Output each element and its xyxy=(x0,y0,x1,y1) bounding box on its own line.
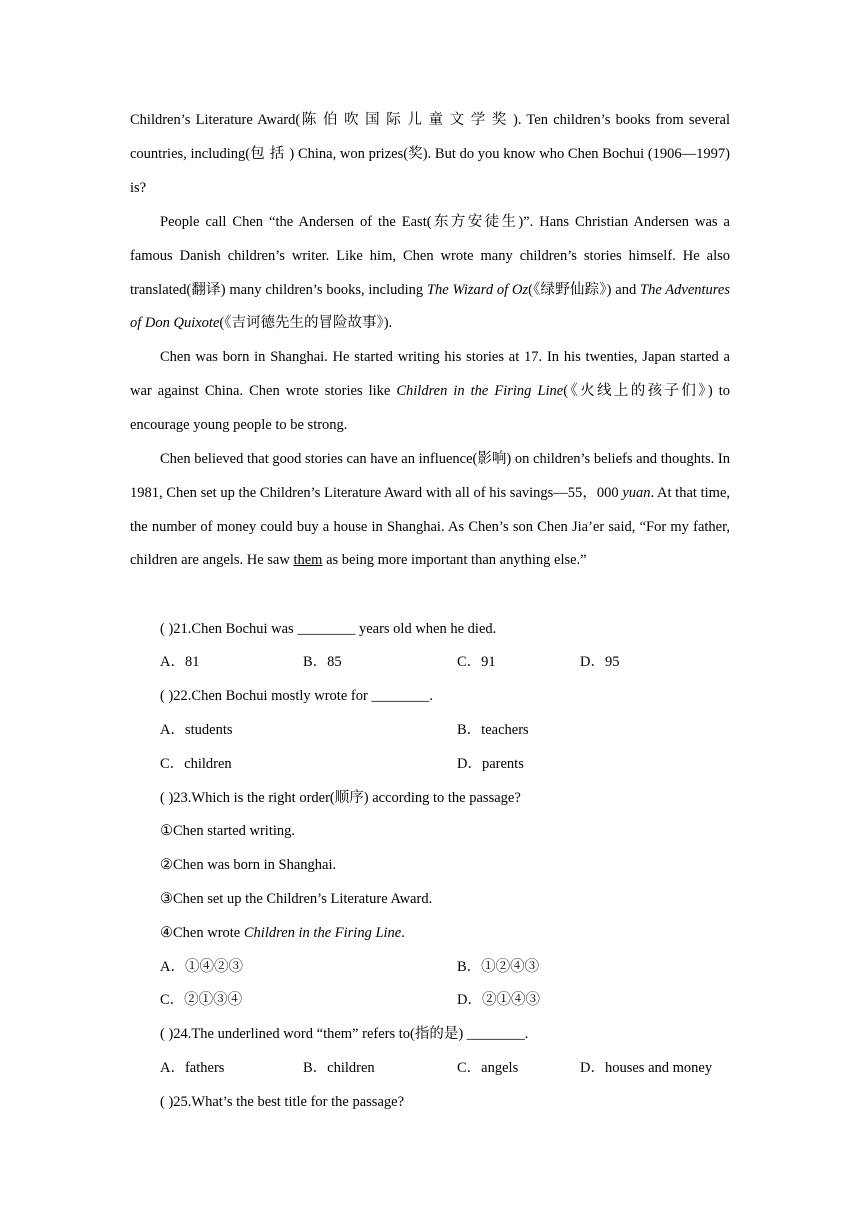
question-22-option-c: C．children xyxy=(160,756,232,772)
text: ) China, won prizes( xyxy=(289,145,409,162)
question-21-option-c: C．91 xyxy=(457,654,496,670)
passage-paragraph-3 xyxy=(130,341,730,442)
book-title: The Wizard of Oz xyxy=(426,281,529,298)
text: Chen believed that good stories can have an influence(影响) on children’s beliefs and thoughts. In 1981, Chen set up the Children’s Literature Award with all of his savings—55，000 xyxy=(130,451,730,501)
question-25-stem: ( )25.What’s the best title for the passage? xyxy=(160,1094,405,1110)
question-21-option-b: B．85 xyxy=(303,654,342,670)
text: Children’s Literature Award( xyxy=(130,112,301,128)
question-22-option-a: A．students xyxy=(160,722,233,738)
question-22-option-d: D．parents xyxy=(457,756,524,772)
text: 陈伯吹国际儿童文学奖 xyxy=(300,112,513,128)
passage-paragraph-4 xyxy=(130,443,730,578)
text: ). But do you know who Chen Bochui (1906—1997) is? xyxy=(130,145,730,196)
book-title: The Adventures of Don Quixote xyxy=(130,281,730,332)
question-21-option-a: A．81 xyxy=(160,654,200,670)
question-23-statement-3: ③Chen set up the Children’s Literature Award. xyxy=(160,891,433,907)
question-23-option-c: C．②①③④ xyxy=(160,992,243,1008)
question-23-option-b: B．①②④③ xyxy=(457,959,540,975)
question-23-stem: ( )23.Which is the right order(顺序) according to the passage? xyxy=(160,790,521,806)
question-23-option-d: D．②①④③ xyxy=(457,992,540,1008)
question-23-option-a: A．①④②③ xyxy=(160,959,243,975)
text: 奖 xyxy=(408,145,423,162)
yuan-word: yuan xyxy=(622,484,651,501)
text: Chen was born in Shanghai. He started writing his stories at 17. In his twenties, Japan started a war against China. Chen wrote stories like xyxy=(130,349,730,399)
passage-paragraph-2 xyxy=(130,206,730,341)
text: (《绿野仙踪》) and xyxy=(528,281,641,298)
question-21-stem: ( )21.Chen Bochui was ________ years old when he died. xyxy=(160,621,497,637)
question-23-statement-4 xyxy=(160,923,405,943)
text: . At that time, the number of money could buy a house in Shanghai. As Chen’s son Chen Jia’er said, “For my father, children are angels. He saw xyxy=(130,484,730,569)
question-22-stem: ( )22.Chen Bochui mostly wrote for ________. xyxy=(160,688,434,704)
text: (《火线上的孩子们》) to encourage young people to be strong. xyxy=(130,382,730,433)
question-21-option-d: D．95 xyxy=(580,654,620,670)
passage-paragraph-1 xyxy=(130,104,730,205)
question-24-option-b: B．children xyxy=(303,1060,375,1076)
question-24-stem: ( )24.The underlined word “them” refers to(指的是) ________. xyxy=(160,1026,529,1042)
question-24-option-c: C．angels xyxy=(457,1060,519,1076)
text: ④Chen wrote xyxy=(160,925,244,941)
question-24-option-d: D．houses and money xyxy=(580,1060,713,1076)
question-23-statement-2: ②Chen was born in Shanghai. xyxy=(160,857,337,873)
book-title: Children in the Firing Line xyxy=(243,925,402,941)
underlined-word-them: them xyxy=(293,552,323,569)
book-title: Children in the Firing Line xyxy=(396,382,564,399)
text: 包括 xyxy=(250,145,290,162)
question-23-statement-1: ①Chen started writing. xyxy=(160,823,296,839)
text: as being more important than anything else.” xyxy=(322,552,587,569)
text: ). Ten children’s books from several countries, including( xyxy=(130,112,730,162)
question-22-option-b: B．teachers xyxy=(457,722,529,738)
text: People call Chen “the Andersen of the East(东方安徒生)”. Hans Christian Andersen was a famous Danish children’s writer. Like him, Chen wrote many children’s stories himself. He also translated(翻译) many children’s books, including xyxy=(130,214,730,298)
question-24-option-a: A．fathers xyxy=(160,1060,225,1076)
text: . xyxy=(401,925,405,941)
text: (《吉诃德先生的冒险故事》). xyxy=(219,315,393,332)
